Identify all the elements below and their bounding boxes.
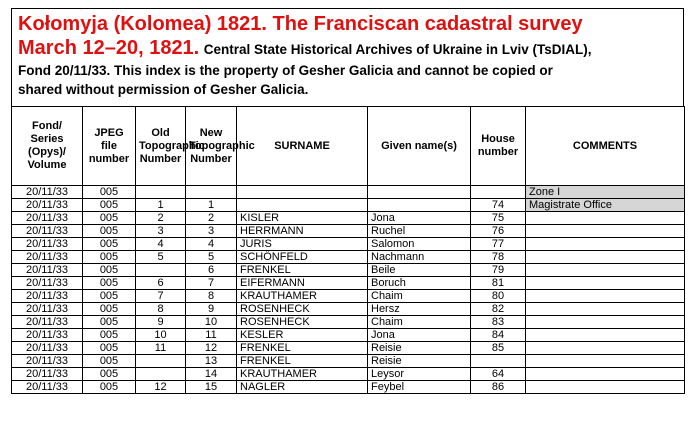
table-row — [12, 290, 685, 303]
house-number-cell: 64 — [471, 368, 526, 381]
given-name-cell: Jona — [368, 329, 471, 342]
fond-cell: 20/11/33 — [12, 355, 83, 368]
old-topo-cell: 12 — [136, 381, 186, 394]
new-topo-cell: 2 — [186, 212, 237, 225]
house-number-cell: 75 — [471, 212, 526, 225]
surname-cell: JURIS — [237, 238, 368, 251]
column-header-comments: COMMENTS — [526, 107, 685, 186]
fond-cell: 20/11/33 — [12, 251, 83, 264]
jpeg-cell: 005 — [83, 225, 136, 238]
surname-cell: ROSENHECK — [237, 316, 368, 329]
surname-cell: SCHÖNFELD — [237, 251, 368, 264]
jpeg-cell: 005 — [83, 342, 136, 355]
fond-cell: 20/11/33 — [12, 368, 83, 381]
surname-cell — [237, 199, 368, 212]
old-topo-cell: 11 — [136, 342, 186, 355]
subtitle-line-3: shared without permission of Gesher Galicia. — [18, 82, 309, 97]
subtitle-inline: Central State Historical Archives of Ukraine in Lviv (TsDIAL), — [203, 42, 592, 57]
house-number-cell: 85 — [471, 342, 526, 355]
comments-cell: Magistrate Office — [526, 199, 685, 212]
surname-cell: NAGLER — [237, 381, 368, 394]
given-name-cell — [368, 199, 471, 212]
old-topo-cell: 1 — [136, 199, 186, 212]
old-topo-cell: 6 — [136, 277, 186, 290]
fond-cell: 20/11/33 — [12, 186, 83, 199]
comments-cell — [526, 212, 685, 225]
given-name-cell: Feybel — [368, 381, 471, 394]
table-body — [12, 186, 685, 394]
new-topo-cell: 14 — [186, 368, 237, 381]
column-header-new-topo: New Topographic Number — [186, 107, 237, 186]
comments-cell — [526, 251, 685, 264]
comments-cell — [526, 342, 685, 355]
table-row — [12, 225, 685, 238]
jpeg-cell: 005 — [83, 368, 136, 381]
column-header-fond: Fond/ Series (Opys)/ Volume — [12, 107, 83, 186]
column-header-given-names: Given name(s) — [368, 107, 471, 186]
house-number-cell: 77 — [471, 238, 526, 251]
cadastral-index-table — [11, 106, 685, 394]
jpeg-cell: 005 — [83, 316, 136, 329]
jpeg-cell: 005 — [83, 355, 136, 368]
surname-cell — [237, 186, 368, 199]
comments-cell — [526, 381, 685, 394]
table-row — [12, 355, 685, 368]
table-row — [12, 303, 685, 316]
fond-cell: 20/11/33 — [12, 277, 83, 290]
table-row — [12, 186, 685, 199]
comments-cell — [526, 303, 685, 316]
given-name-cell: Salomon — [368, 238, 471, 251]
fond-cell: 20/11/33 — [12, 342, 83, 355]
house-number-cell — [471, 355, 526, 368]
jpeg-cell: 005 — [83, 212, 136, 225]
jpeg-cell: 005 — [83, 381, 136, 394]
new-topo-cell: 12 — [186, 342, 237, 355]
given-name-cell: Boruch — [368, 277, 471, 290]
jpeg-cell: 005 — [83, 264, 136, 277]
house-number-cell: 74 — [471, 199, 526, 212]
surname-cell: KRAUTHAMER — [237, 368, 368, 381]
comments-cell — [526, 316, 685, 329]
given-name-cell: Reisie — [368, 342, 471, 355]
fond-cell: 20/11/33 — [12, 225, 83, 238]
table-row — [12, 342, 685, 355]
title-line-2 — [18, 37, 677, 61]
house-number-cell: 86 — [471, 381, 526, 394]
new-topo-cell: 13 — [186, 355, 237, 368]
jpeg-cell: 005 — [83, 290, 136, 303]
comments-cell — [526, 368, 685, 381]
old-topo-cell — [136, 368, 186, 381]
new-topo-cell: 3 — [186, 225, 237, 238]
given-name-cell: Chaim — [368, 316, 471, 329]
given-name-cell — [368, 186, 471, 199]
fond-cell: 20/11/33 — [12, 381, 83, 394]
column-header-old-topo: Old Topographic Number — [136, 107, 186, 186]
comments-cell — [526, 290, 685, 303]
fond-cell: 20/11/33 — [12, 199, 83, 212]
new-topo-cell: 7 — [186, 277, 237, 290]
table-row — [12, 264, 685, 277]
house-number-cell: 78 — [471, 251, 526, 264]
comments-cell — [526, 277, 685, 290]
jpeg-cell: 005 — [83, 238, 136, 251]
jpeg-cell: 005 — [83, 329, 136, 342]
given-name-cell: Reisie — [368, 355, 471, 368]
given-name-cell: Beile — [368, 264, 471, 277]
old-topo-cell: 7 — [136, 290, 186, 303]
table-row — [12, 329, 685, 342]
given-name-cell: Hersz — [368, 303, 471, 316]
new-topo-cell: 8 — [186, 290, 237, 303]
comments-cell: Zone I — [526, 186, 685, 199]
given-name-cell: Nachmann — [368, 251, 471, 264]
given-name-cell: Chaim — [368, 290, 471, 303]
new-topo-cell: 10 — [186, 316, 237, 329]
old-topo-cell: 3 — [136, 225, 186, 238]
old-topo-cell: 9 — [136, 316, 186, 329]
surname-cell: KESLER — [237, 329, 368, 342]
old-topo-cell: 2 — [136, 212, 186, 225]
comments-cell — [526, 225, 685, 238]
table-row — [12, 368, 685, 381]
fond-cell: 20/11/33 — [12, 264, 83, 277]
new-topo-cell: 11 — [186, 329, 237, 342]
column-header-house-number: House number — [471, 107, 526, 186]
table-row — [12, 381, 685, 394]
column-header-surname: SURNAME — [237, 107, 368, 186]
fond-cell: 20/11/33 — [12, 316, 83, 329]
jpeg-cell: 005 — [83, 186, 136, 199]
new-topo-cell: 4 — [186, 238, 237, 251]
title-part-2: March 12–20, 1821. — [18, 37, 200, 59]
surname-cell: KRAUTHAMER — [237, 290, 368, 303]
new-topo-cell: 6 — [186, 264, 237, 277]
house-number-cell: 81 — [471, 277, 526, 290]
document-header — [11, 8, 684, 106]
surname-cell: ROSENHECK — [237, 303, 368, 316]
jpeg-cell: 005 — [83, 277, 136, 290]
fond-cell: 20/11/33 — [12, 329, 83, 342]
new-topo-cell: 5 — [186, 251, 237, 264]
surname-cell: FRENKEL — [237, 355, 368, 368]
old-topo-cell — [136, 264, 186, 277]
old-topo-cell — [136, 186, 186, 199]
given-name-cell: Ruchel — [368, 225, 471, 238]
given-name-cell: Jona — [368, 212, 471, 225]
fond-cell: 20/11/33 — [12, 290, 83, 303]
table-row — [12, 277, 685, 290]
fond-cell: 20/11/33 — [12, 303, 83, 316]
new-topo-cell — [186, 186, 237, 199]
house-number-cell — [471, 186, 526, 199]
old-topo-cell: 8 — [136, 303, 186, 316]
table-row — [12, 316, 685, 329]
house-number-cell: 76 — [471, 225, 526, 238]
table-row — [12, 199, 685, 212]
old-topo-cell — [136, 355, 186, 368]
header-row — [12, 107, 685, 186]
subtitle-line-2: Fond 20/11/33. This index is the property of Gesher Galicia and cannot be copied or — [18, 63, 553, 78]
old-topo-cell: 10 — [136, 329, 186, 342]
surname-cell: HERRMANN — [237, 225, 368, 238]
house-number-cell: 82 — [471, 303, 526, 316]
new-topo-cell: 1 — [186, 199, 237, 212]
title-part-1: Kołomyja (Kolomea) 1821. The Franciscan cadastral survey — [18, 13, 583, 35]
fond-cell: 20/11/33 — [12, 238, 83, 251]
new-topo-cell: 9 — [186, 303, 237, 316]
fond-cell: 20/11/33 — [12, 212, 83, 225]
surname-cell: FRENKEL — [237, 342, 368, 355]
jpeg-cell: 005 — [83, 199, 136, 212]
house-number-cell: 80 — [471, 290, 526, 303]
table-row — [12, 251, 685, 264]
column-header-jpeg: JPEG file number — [83, 107, 136, 186]
title-line-1 — [18, 13, 677, 37]
comments-cell — [526, 355, 685, 368]
comments-cell — [526, 238, 685, 251]
surname-cell: FRENKEL — [237, 264, 368, 277]
house-number-cell: 83 — [471, 316, 526, 329]
surname-cell: EIFERMANN — [237, 277, 368, 290]
comments-cell — [526, 264, 685, 277]
comments-cell — [526, 329, 685, 342]
house-number-cell: 79 — [471, 264, 526, 277]
table-row — [12, 212, 685, 225]
jpeg-cell: 005 — [83, 303, 136, 316]
old-topo-cell: 4 — [136, 238, 186, 251]
old-topo-cell: 5 — [136, 251, 186, 264]
new-topo-cell: 15 — [186, 381, 237, 394]
surname-cell: KISLER — [237, 212, 368, 225]
table-row — [12, 238, 685, 251]
jpeg-cell: 005 — [83, 251, 136, 264]
house-number-cell: 84 — [471, 329, 526, 342]
given-name-cell: Leysor — [368, 368, 471, 381]
